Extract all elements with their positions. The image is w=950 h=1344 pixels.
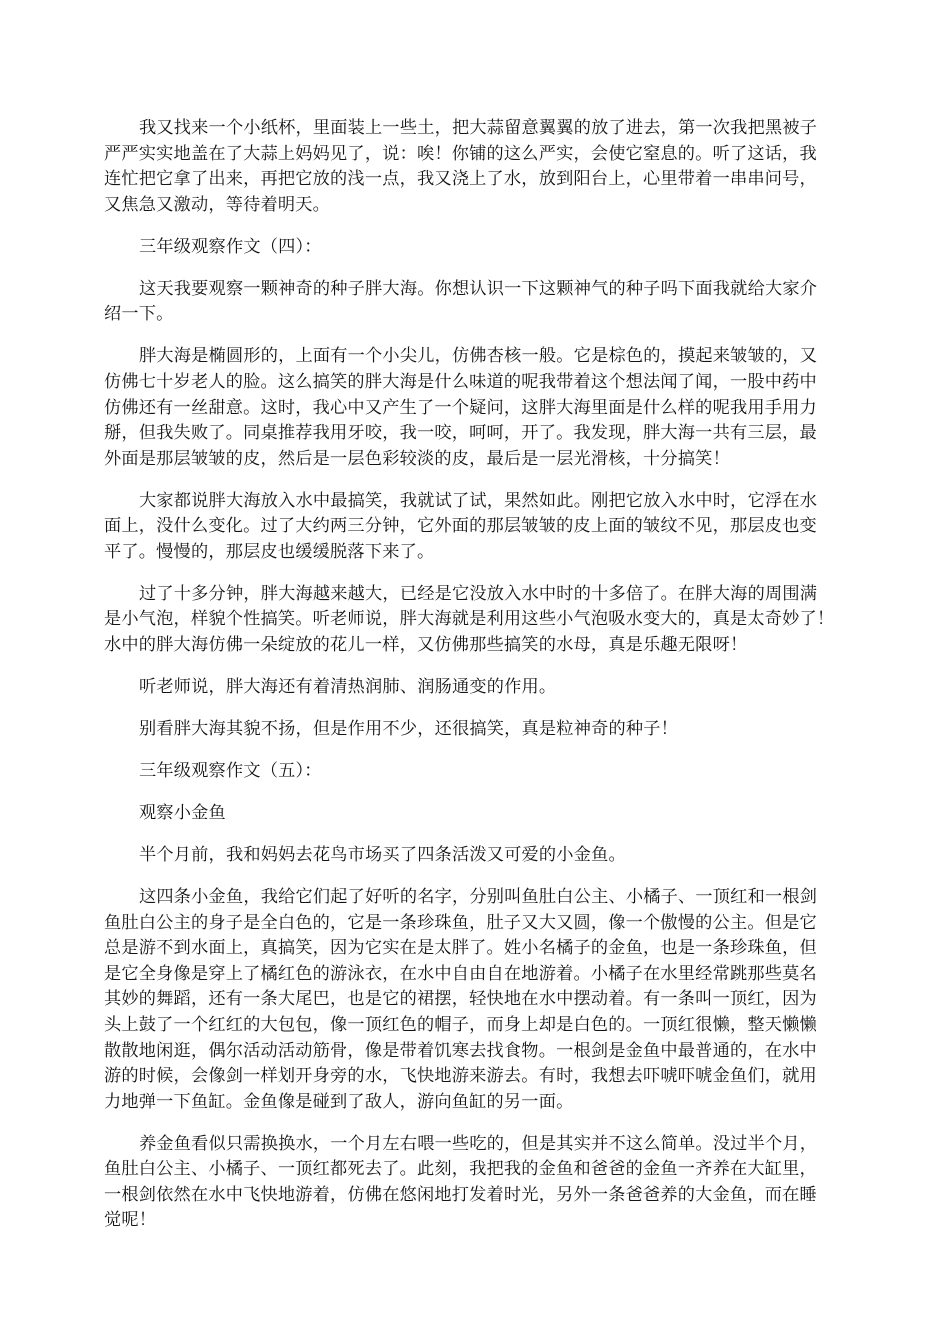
paragraph-intro-seed: 这天我要观察一颗神奇的种子胖大海。你想认识一下这颗神气的种子吗下面我就给大家介 绍一下。 (104, 278, 818, 325)
paragraph-seed-description: 胖大海是椭圆形的，上面有一个小尖儿，仿佛杏核一般。它是棕色的，摸起来皱皱的，又 仿佛七十岁老人的脸。这么搞笑的胖大海是什么味道的呢我带着这个想法闻了闻，一股中药中 仿佛还有一丝甜意。这时，我心中又产生了一个疑问，这胖大海里面是什么样的呢我用手用力 掰，但我失败了。同桌推荐我用牙咬，我一咬，呵呵，开了。我发现，胖大海一共有三层，最 外面是那层皱皱的皮，然后是一层色彩较淡的皮，最后是一层光滑核，十分搞笑！ (104, 346, 818, 469)
essay-title-goldfish: 观察小金鱼 (139, 802, 226, 823)
document-page (104, 116, 862, 1250)
paragraph-seed-uses: 听老师说，胖大海还有着清热润肺、润肠通变的作用。 (139, 677, 557, 698)
paragraph-garlic-cup: 我又找来一个小纸杯，里面装上一些土，把大蒜留意翼翼的放了进去，第一次我把黑被子 严严实实地盖在了大蒜上妈妈见了，说：唉！你铺的这么严实，会使它窒息的。听了这话，我 连忙把它拿了出来，再把它放的浅一点，我又浇上了水，放到阳台上，心里带着一串串问号， 又焦急又激动，等待着明天。 (104, 118, 818, 215)
paragraph-seed-grows: 过了十多分钟，胖大海越来越大，已经是它没放入水中时的十多倍了。在胖大海的周围满 是小气泡，样貌个性搞笑。听老师说，胖大海就是利用这些小气泡吸水变大的，真是太奇妙了！ 水中的胖大海仿佛一朵绽放的花儿一样，又仿佛那些搞笑的水母，真是乐趣无限呀！ (104, 583, 835, 656)
paragraph-bought-goldfish: 半个月前，我和妈妈去花鸟市场买了四条活泼又可爱的小金鱼。 (139, 844, 626, 865)
paragraph-four-goldfish: 这四条小金鱼，我给它们起了好听的名字，分别叫鱼肚白公主、小橘子、一顶红和一根剑 鱼肚白公主的身子是全白色的，它是一条珍珠鱼，肚子又大又圆，像一个傲慢的公主。但是它 总是游不到水面上，真搞笑，因为它实在是太胖了。姓小名橘子的金鱼，也是一条珍珠鱼，但 是它全身像是穿上了橘红色的游泳衣，在水中自由自在地游着。小橘子在水里经常跳那些莫名 其妙的舞蹈，还有一条大尾巴，也是它的裙摆，轻快地在水中摆动着。有一条叫一顶红，因为 头上鼓了一个红红的大包包，像一顶红色的帽子，而身上却是白色的。一顶红很懒，整天懒懒 散散地闲逛，偶尔活动活动筋骨，像是带着饥寒去找食物。一根剑是金鱼中最普通的，在水中 游的时候，会像剑一样划开身旁的水，飞快地游来游去。有时，我想去吓唬吓唬金鱼们，就用 力地弹一下鱼缸。金鱼像是碰到了敌人，游向鱼缸的另一面。 (104, 886, 818, 1112)
heading-essay-four: 三年级观察作文（四）： (139, 236, 322, 257)
paragraph-raising-goldfish: 养金鱼看似只需换换水，一个月左右喂一些吃的，但是其实并不这么简单。没过半个月， 鱼肚白公主、小橘子、一顶红都死去了。此刻，我把我的金鱼和爸爸的金鱼一齐养在大缸里， 一根剑依然在水中飞快地游着，仿佛在悠闲地打发着时光，另外一条爸爸养的大金鱼，而在睡 觉呢！ (104, 1133, 818, 1231)
heading-essay-five: 三年级观察作文（五）： (139, 761, 322, 781)
paragraph-seed-conclusion: 别看胖大海其貌不扬，但是作用不少，还很搞笑，真是粒神奇的种子！ (139, 719, 679, 740)
paragraph-seed-in-water: 大家都说胖大海放入水中最搞笑，我就试了试，果然如此。刚把它放入水中时，它浮在水 面上，没什么变化。过了大约两三分钟，它外面的那层皱皱的皮上面的皱纹不见，那层皮也变 平了。慢慢的，那层皮也缓缓脱落下来了。 (104, 490, 818, 562)
